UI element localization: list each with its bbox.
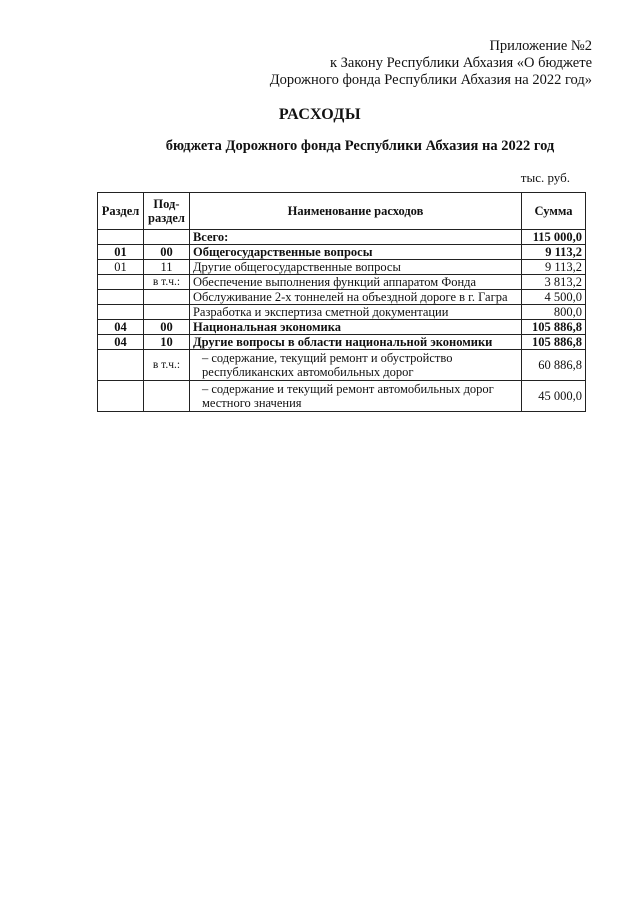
cell-subsection: в т.ч.:	[143, 275, 189, 290]
table-row	[98, 335, 586, 350]
header-subsection: Под-раздел	[143, 193, 189, 230]
cell-name: – содержание и текущий ремонт автомобильных дорог местного значения	[189, 381, 521, 412]
table-row	[98, 275, 586, 290]
cell-subsection: 00	[143, 245, 189, 260]
table-row	[98, 230, 586, 245]
document-subtitle: бюджета Дорожного фонда Республики Абхазия на 2022 год	[165, 138, 555, 154]
cell-subsection: 00	[143, 320, 189, 335]
cell-name: Обеспечение выполнения функций аппаратом Фонда	[189, 275, 521, 290]
cell-name: Другие вопросы в области национальной экономики	[189, 335, 521, 350]
table-row	[98, 290, 586, 305]
cell-subsection: в т.ч.:	[143, 350, 189, 381]
cell-amount: 800,0	[522, 305, 586, 320]
cell-name: Общегосударственные вопросы	[189, 245, 521, 260]
units-label: тыс. руб.	[520, 170, 570, 185]
table-row	[98, 245, 586, 260]
appendix-header	[172, 38, 592, 89]
cell-amount: 4 500,0	[522, 290, 586, 305]
cell-section	[98, 305, 144, 320]
cell-section	[98, 230, 144, 245]
cell-amount: 115 000,0	[522, 230, 586, 245]
cell-section	[98, 381, 144, 412]
table-row	[98, 260, 586, 275]
cell-name: – содержание, текущий ремонт и обустройство республиканских автомобильных дорог	[189, 350, 521, 381]
cell-amount: 45 000,0	[522, 381, 586, 412]
appendix-law-reference: к Закону Республики Абхазия «О бюджете	[330, 55, 592, 71]
cell-amount: 60 886,8	[522, 350, 586, 381]
cell-section: 04	[98, 335, 144, 350]
header-name: Наименование расходов	[189, 193, 521, 230]
cell-amount: 105 886,8	[522, 335, 586, 350]
cell-amount: 105 886,8	[522, 320, 586, 335]
cell-amount: 9 113,2	[522, 245, 586, 260]
cell-section	[98, 275, 144, 290]
cell-subsection: 11	[143, 260, 189, 275]
table-row	[98, 320, 586, 335]
cell-subsection: 10	[143, 335, 189, 350]
cell-subsection	[143, 230, 189, 245]
cell-name: Другие общегосударственные вопросы	[189, 260, 521, 275]
cell-name: Всего:	[189, 230, 521, 245]
cell-subsection	[143, 290, 189, 305]
header-amount: Сумма	[522, 193, 586, 230]
cell-amount: 3 813,2	[522, 275, 586, 290]
cell-section: 01	[98, 245, 144, 260]
header-section: Раздел	[98, 193, 144, 230]
cell-amount: 9 113,2	[522, 260, 586, 275]
cell-section: 01	[98, 260, 144, 275]
table-row	[98, 305, 586, 320]
table-row	[98, 350, 586, 381]
cell-name: Обслуживание 2-х тоннелей на объездной дороге в г. Гагра	[189, 290, 521, 305]
table-row	[98, 381, 586, 412]
cell-section	[98, 350, 144, 381]
document-title: РАСХОДЫ	[278, 106, 362, 123]
expenses-table	[97, 192, 586, 412]
appendix-number: Приложение №2	[489, 38, 592, 54]
appendix-law-reference-cont: Дорожного фонда Республики Абхазия на 2022 год»	[269, 72, 592, 88]
cell-name: Национальная экономика	[189, 320, 521, 335]
cell-section	[98, 290, 144, 305]
cell-subsection	[143, 305, 189, 320]
cell-section: 04	[98, 320, 144, 335]
cell-subsection	[143, 381, 189, 412]
table-header-row	[98, 193, 586, 230]
cell-name: Разработка и экспертиза сметной документации	[189, 305, 521, 320]
